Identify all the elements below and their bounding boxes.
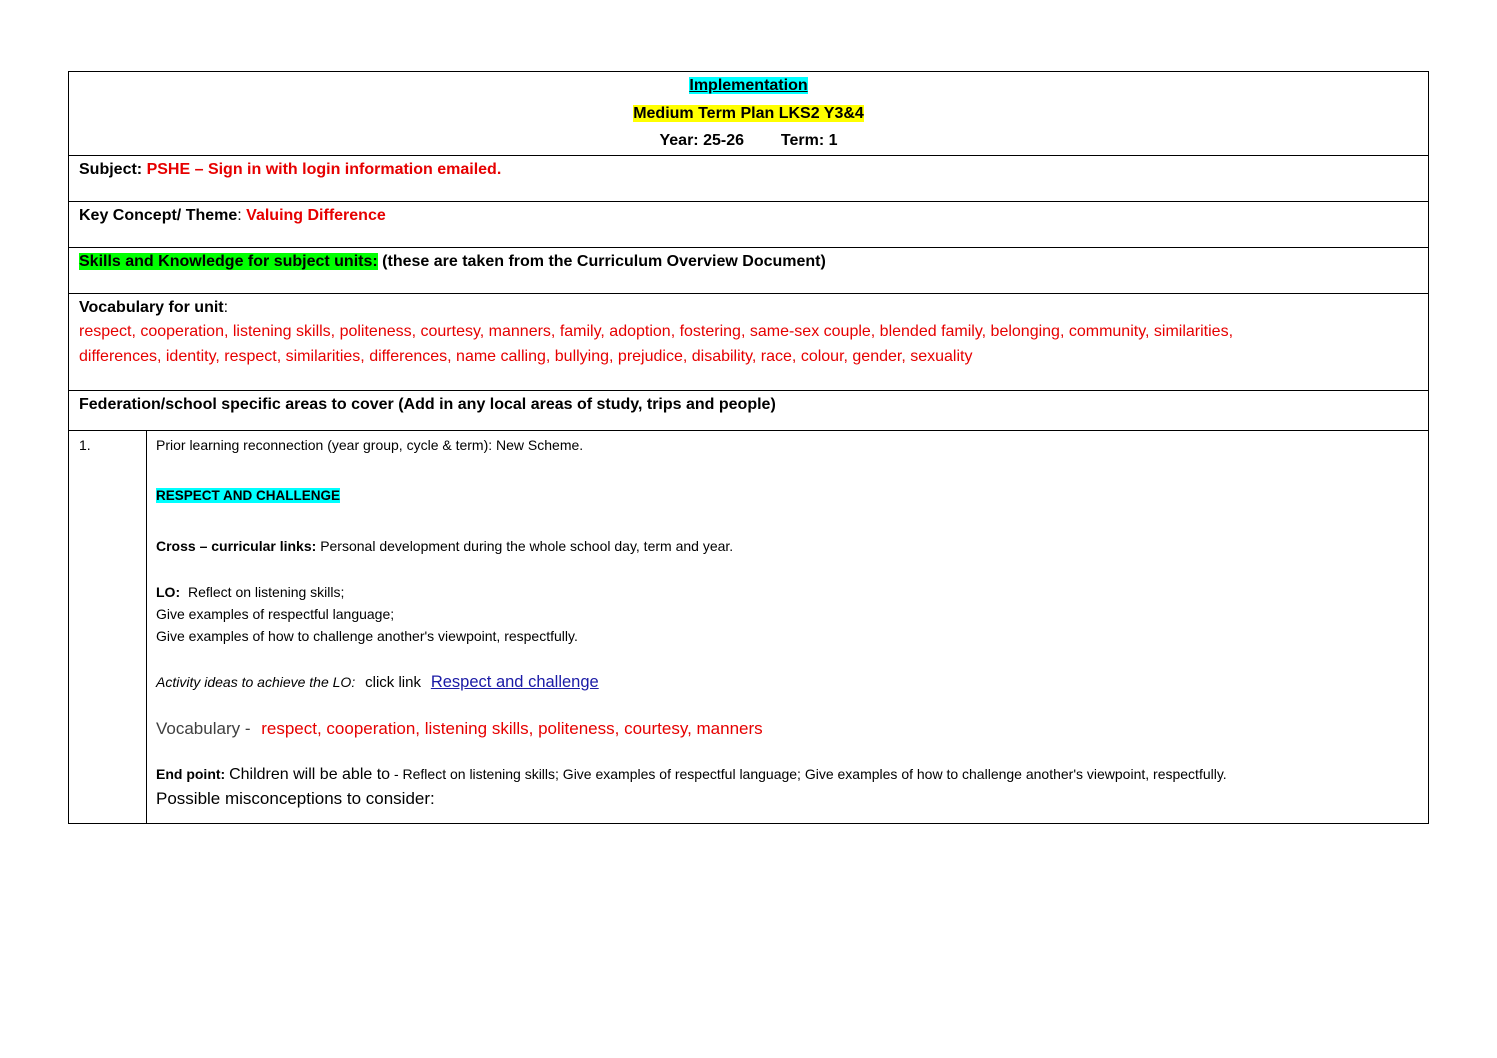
activity-text: click link	[365, 674, 421, 691]
term-label: Term: 1	[780, 132, 838, 149]
vocabulary-line-2: differences, identity, respect, similarities, differences, name calling, bullying, prejudice, disability, race, colour, gender, sexuality	[79, 348, 973, 365]
vocabulary-row: Vocabulary for unit: respect, cooperation, listening skills, politeness, courtesy, manners, family, adoption, fostering, same-sex couple, blended family, belonging, community, similarities, differences, identity, respect, similarities, differences, name calling, bullying, prejudice, disability, race, colour, gender, sexuality	[69, 294, 1429, 391]
implementation-title: Implementation	[689, 77, 808, 94]
vocabulary-label: Vocabulary for unit	[79, 299, 224, 316]
medium-term-plan-table	[68, 71, 1429, 824]
lo-label: LO:	[156, 584, 181, 600]
federation-label: Federation/school specific areas to cover (Add in any local areas of study, trips and people)	[79, 396, 776, 413]
lesson-vocabulary-label: Vocabulary -	[156, 719, 251, 738]
unit-title: RESPECT AND CHALLENGE	[156, 488, 341, 503]
activity-label: Activity ideas to achieve the LO:	[156, 674, 356, 690]
skills-note: (these are taken from the Curriculum Overview Document)	[382, 253, 826, 270]
lo-item-2: Give examples of respectful language;	[156, 606, 395, 622]
key-concept-label: Key Concept/ Theme	[79, 207, 238, 224]
lesson-number-cell	[69, 431, 147, 824]
skills-label: Skills and Knowledge for subject units:	[79, 253, 378, 270]
plan-header	[69, 72, 1429, 156]
end-point-value: - Reflect on listening skills; Give examples of respectful language; Give examples of how to challenge another's viewpoint, respectfully.	[393, 766, 1227, 782]
lesson-number: 1.	[79, 437, 91, 453]
lo-item-3: Give examples of how to challenge another's viewpoint, respectfully.	[156, 628, 578, 644]
subject-label: Subject:	[79, 161, 143, 178]
federation-row	[69, 391, 1429, 431]
lesson-content-cell	[147, 431, 1429, 824]
subject-value: PSHE – Sign in with login information emailed.	[146, 161, 502, 178]
key-concept-row: Key Concept/ Theme: Valuing Difference	[69, 202, 1429, 248]
end-point-lead: Children will be able to	[229, 766, 391, 783]
lesson-vocabulary-value: respect, cooperation, listening skills, politeness, courtesy, manners	[261, 719, 763, 738]
year-label: Year: 25-26	[659, 132, 744, 149]
misconceptions-label: Possible misconceptions to consider:	[156, 789, 435, 808]
lo-item-1: Reflect on listening skills;	[188, 584, 345, 600]
key-concept-value: Valuing Difference	[246, 207, 386, 224]
skills-row	[69, 248, 1429, 294]
plan-name: Medium Term Plan LKS2 Y3&4	[633, 104, 864, 122]
end-point-label: End point:	[156, 766, 226, 782]
subject-row	[69, 156, 1429, 202]
cross-curricular-value: Personal development during the whole school day, term and year.	[320, 538, 734, 554]
respect-and-challenge-link[interactable]: Respect and challenge	[430, 673, 599, 691]
cross-curricular-label: Cross – curricular links:	[156, 538, 317, 554]
vocabulary-list	[79, 319, 1418, 369]
vocabulary-line-1: respect, cooperation, listening skills, politeness, courtesy, manners, family, adoption, fostering, same-sex couple, blended family, belonging, community, similarities,	[79, 323, 1234, 340]
prior-learning: Prior learning reconnection (year group, cycle & term): New Scheme.	[156, 437, 584, 453]
